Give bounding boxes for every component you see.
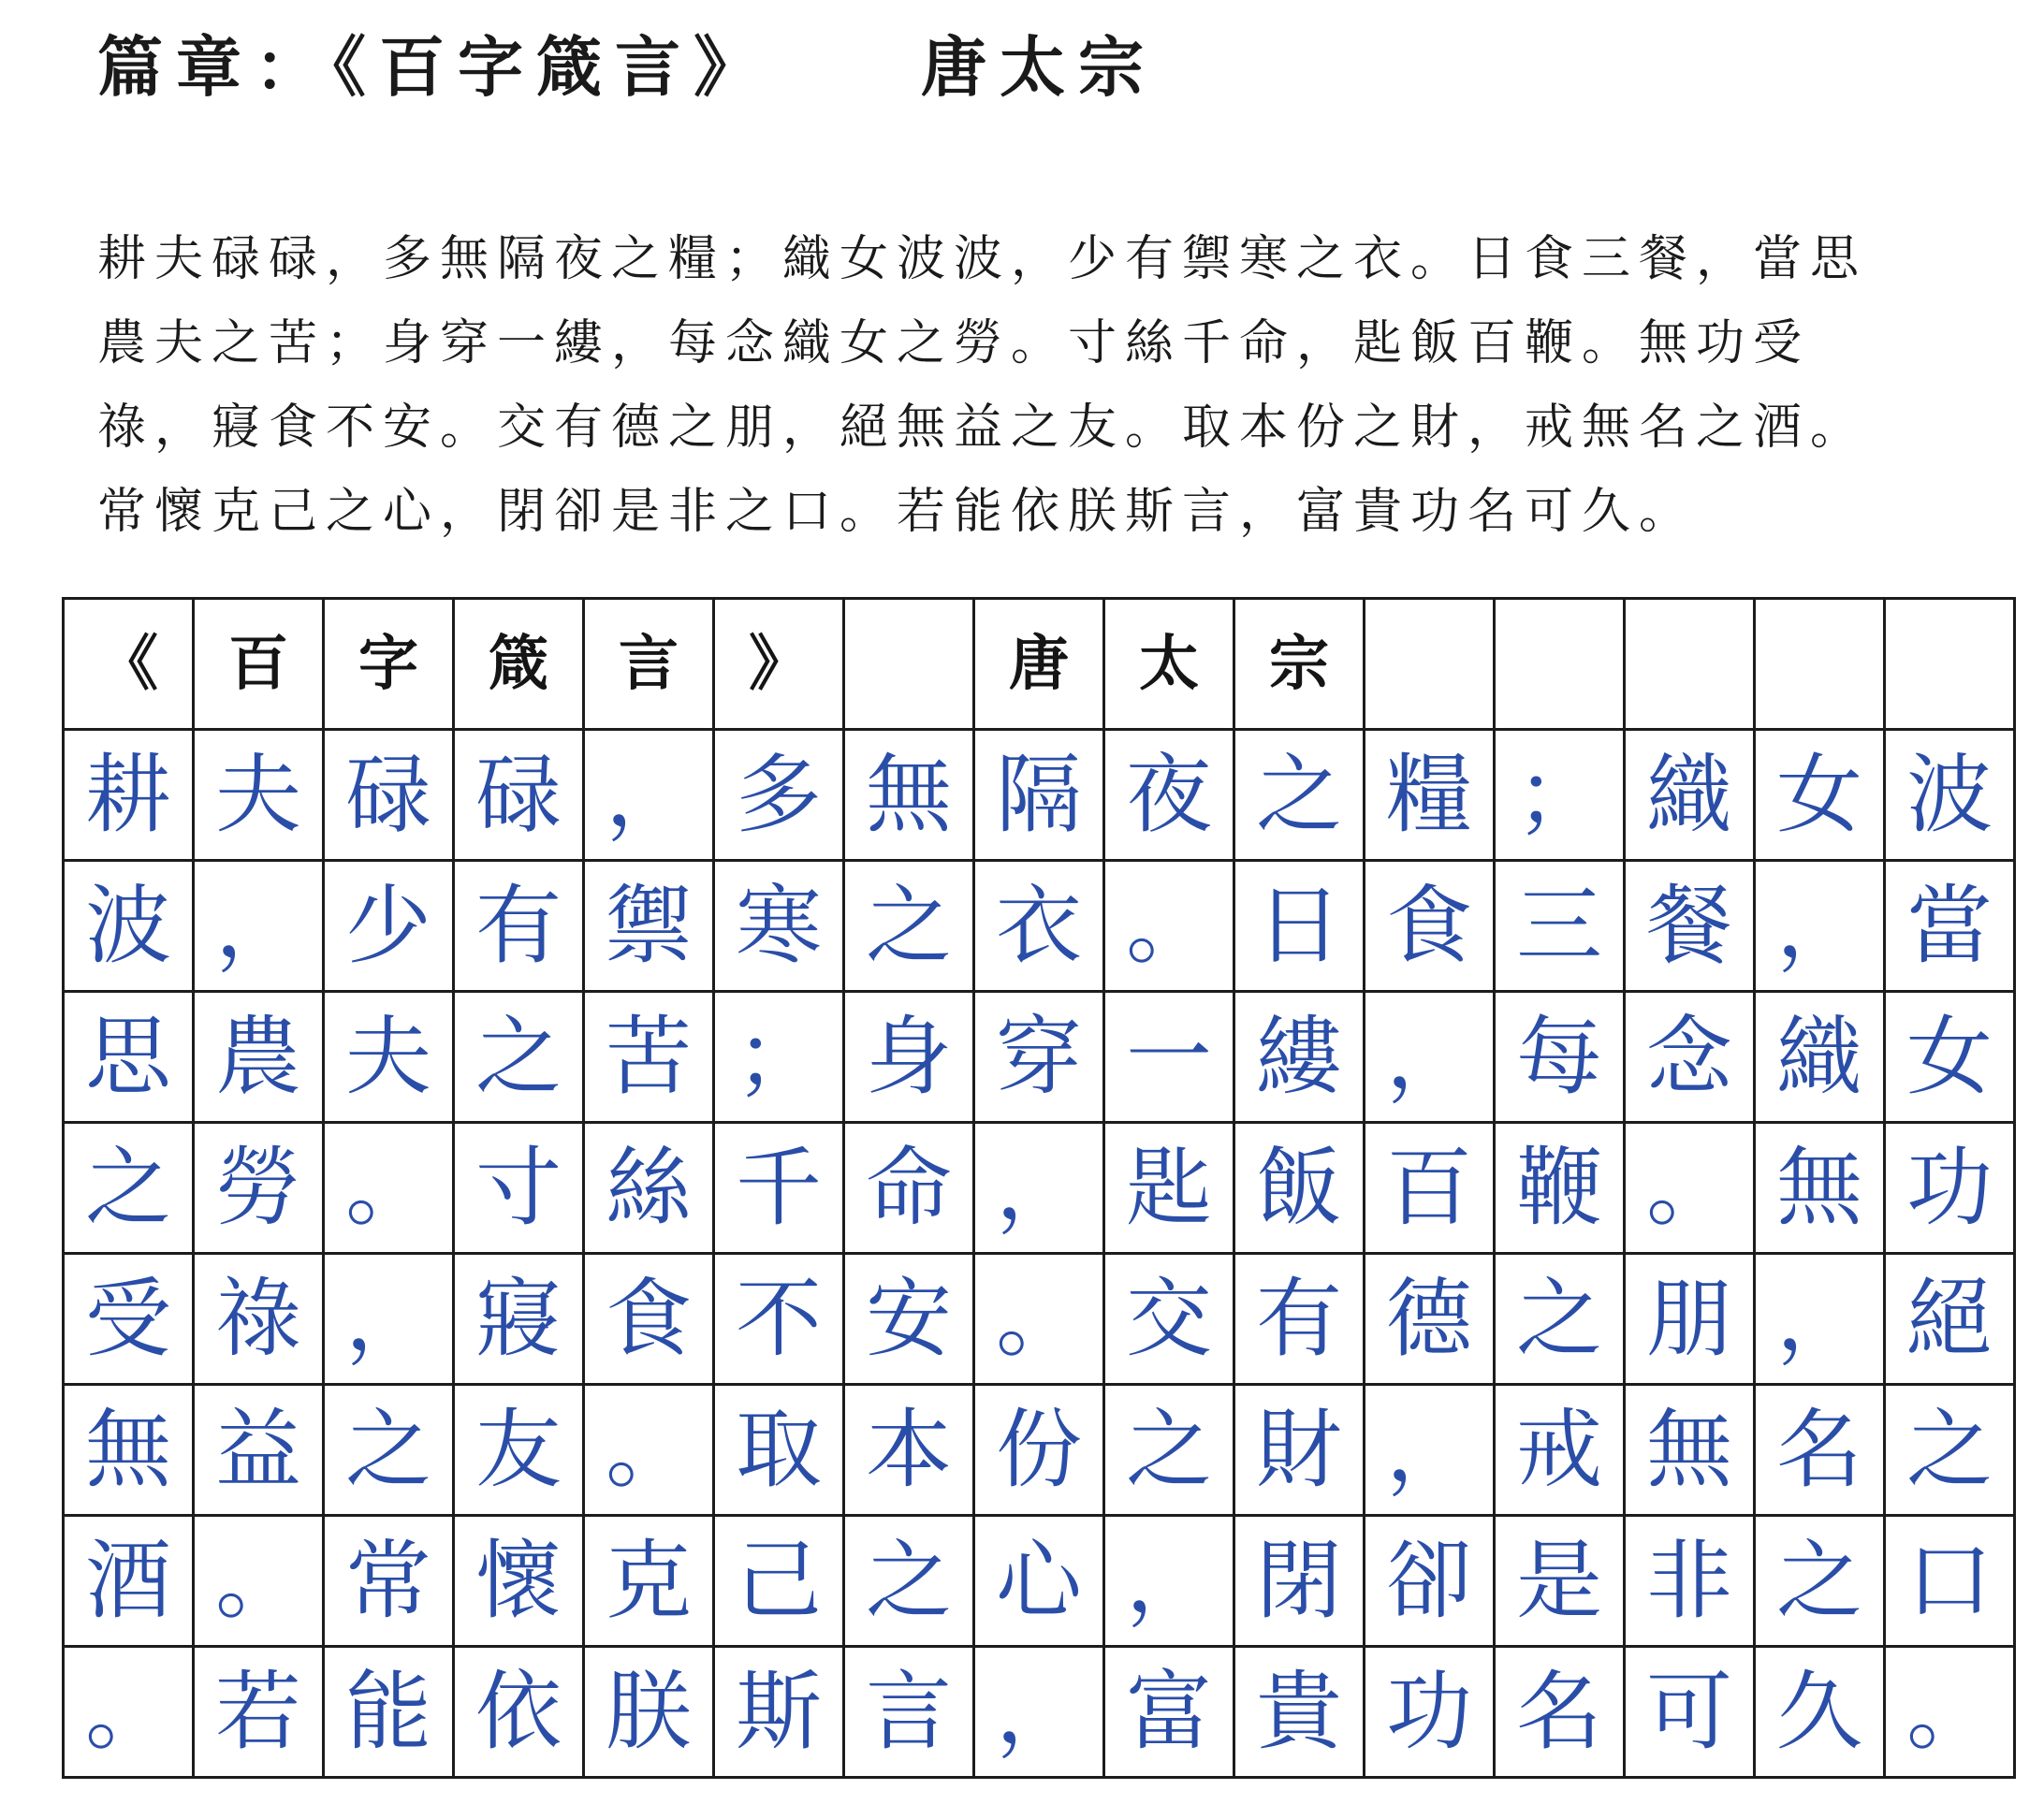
grid-row <box>64 1385 2015 1516</box>
grid-cell: 友 <box>454 1385 584 1516</box>
grid-header-cell <box>1755 599 1885 730</box>
grid-row <box>64 992 2015 1123</box>
grid-cell: 。 <box>1104 861 1234 992</box>
grid-cell: 織 <box>1625 730 1755 861</box>
grid-cell: ， <box>1365 1385 1495 1516</box>
grid-cell: 之 <box>64 1123 194 1254</box>
grid-cell: 。 <box>324 1123 454 1254</box>
grid-cell: 百 <box>1365 1123 1495 1254</box>
grid-cell: 懷 <box>454 1516 584 1647</box>
grid-cell: 之 <box>1885 1385 2015 1516</box>
grid-cell: 匙 <box>1104 1123 1234 1254</box>
grid-cell: 取 <box>714 1385 844 1516</box>
grid-cell: 之 <box>454 992 584 1123</box>
grid-cell: 名 <box>1495 1647 1625 1778</box>
grid-cell: 若 <box>194 1647 324 1778</box>
grid-cell: 受 <box>64 1254 194 1385</box>
grid-cell: 可 <box>1625 1647 1755 1778</box>
grid-cell: 波 <box>1885 730 2015 861</box>
grid-cell: 之 <box>324 1385 454 1516</box>
grid-cell: 功 <box>1365 1647 1495 1778</box>
grid-cell: 耕 <box>64 730 194 861</box>
grid-cell: 益 <box>194 1385 324 1516</box>
grid-cell: 命 <box>844 1123 974 1254</box>
grid-cell: 非 <box>1625 1516 1755 1647</box>
grid-cell: 勞 <box>194 1123 324 1254</box>
grid-cell: 思 <box>64 992 194 1123</box>
grid-cell: 之 <box>1104 1385 1234 1516</box>
grid-cell: 鞭 <box>1495 1123 1625 1254</box>
grid-cell: 本 <box>844 1385 974 1516</box>
grid-cell: 名 <box>1755 1385 1885 1516</box>
grid-cell: 。 <box>1625 1123 1755 1254</box>
copybook-grid <box>62 597 2016 1779</box>
grid-cell: 之 <box>1495 1254 1625 1385</box>
grid-cell: 有 <box>1234 1254 1365 1385</box>
grid-cell: 。 <box>584 1385 714 1516</box>
grid-header-cell <box>844 599 974 730</box>
grid-cell: 之 <box>844 1516 974 1647</box>
grid-cell: 。 <box>194 1516 324 1647</box>
grid-cell: 久 <box>1755 1647 1885 1778</box>
grid-cell: ， <box>584 730 714 861</box>
grid-cell: ， <box>974 1647 1104 1778</box>
passage-line: 農夫之苦；身穿一縷，每念織女之勞。寸絲千命，匙飯百鞭。無功受 <box>97 315 1811 371</box>
grid-header-cell: 字 <box>324 599 454 730</box>
grid-cell: 戒 <box>1495 1385 1625 1516</box>
grid-cell: 之 <box>1234 730 1365 861</box>
grid-cell: 德 <box>1365 1254 1495 1385</box>
grid-cell: 三 <box>1495 861 1625 992</box>
grid-header-row <box>64 599 2015 730</box>
grid-cell: 無 <box>844 730 974 861</box>
grid-cell: ； <box>714 992 844 1123</box>
grid-cell: ， <box>324 1254 454 1385</box>
author-name: 唐太宗 <box>921 29 1157 106</box>
grid-cell: 少 <box>324 861 454 992</box>
grid-cell: 寒 <box>714 861 844 992</box>
grid-cell: 農 <box>194 992 324 1123</box>
grid-cell: 口 <box>1885 1516 2015 1647</box>
grid-cell: 食 <box>1365 861 1495 992</box>
grid-cell: 夫 <box>324 992 454 1123</box>
grid-cell: 無 <box>1625 1385 1755 1516</box>
grid-cell: 朋 <box>1625 1254 1755 1385</box>
grid-cell: 言 <box>844 1647 974 1778</box>
grid-cell: 千 <box>714 1123 844 1254</box>
grid-cell: 富 <box>1104 1647 1234 1778</box>
grid-header-cell: 《 <box>64 599 194 730</box>
grid-cell: 隔 <box>974 730 1104 861</box>
grid-cell: 酒 <box>64 1516 194 1647</box>
grid-cell: ， <box>1365 992 1495 1123</box>
grid-cell: ， <box>1755 1254 1885 1385</box>
grid-cell: 多 <box>714 730 844 861</box>
grid-cell: 。 <box>64 1647 194 1778</box>
passage-line: 耕夫碌碌，多無隔夜之糧；織女波波，少有禦寒之衣。日食三餐，當思 <box>97 231 1868 287</box>
grid-row <box>64 1254 2015 1385</box>
grid-header-cell: 唐 <box>974 599 1104 730</box>
grid-row <box>64 1516 2015 1647</box>
grid-cell: 常 <box>324 1516 454 1647</box>
passage-text <box>97 217 1988 554</box>
grid-cell: 之 <box>844 861 974 992</box>
grid-header-cell: 百 <box>194 599 324 730</box>
grid-header-cell: 宗 <box>1234 599 1365 730</box>
grid-cell: 己 <box>714 1516 844 1647</box>
grid-header-cell <box>1885 599 2015 730</box>
chapter-title: 篇章：《百字箴言》 <box>97 29 772 106</box>
grid-cell: ； <box>1495 730 1625 861</box>
grid-cell: 餐 <box>1625 861 1755 992</box>
grid-header-cell: 言 <box>584 599 714 730</box>
grid-cell: 寸 <box>454 1123 584 1254</box>
grid-cell: 能 <box>324 1647 454 1778</box>
grid-cell: 苦 <box>584 992 714 1123</box>
grid-cell: 之 <box>1755 1516 1885 1647</box>
grid-cell: 份 <box>974 1385 1104 1516</box>
grid-cell: ， <box>1755 861 1885 992</box>
grid-cell: 卻 <box>1365 1516 1495 1647</box>
grid-cell: ， <box>1104 1516 1234 1647</box>
grid-cell: 織 <box>1755 992 1885 1123</box>
grid-cell: 絕 <box>1885 1254 2015 1385</box>
grid-header-cell: 》 <box>714 599 844 730</box>
grid-row <box>64 730 2015 861</box>
grid-cell: 。 <box>1885 1647 2015 1778</box>
grid-cell: 碌 <box>324 730 454 861</box>
grid-cell: ， <box>974 1123 1104 1254</box>
grid-header-cell <box>1365 599 1495 730</box>
grid-cell: 無 <box>64 1385 194 1516</box>
grid-cell: 一 <box>1104 992 1234 1123</box>
grid-cell: 每 <box>1495 992 1625 1123</box>
grid-cell: 飯 <box>1234 1123 1365 1254</box>
grid-cell: 碌 <box>454 730 584 861</box>
grid-cell: 閉 <box>1234 1516 1365 1647</box>
passage-line: 祿，寢食不安。交有德之朋，絕無益之友。取本份之財，戒無名之酒。 <box>97 400 1868 456</box>
grid-row <box>64 1123 2015 1254</box>
grid-cell: 貴 <box>1234 1647 1365 1778</box>
grid-cell: 是 <box>1495 1516 1625 1647</box>
grid-cell: 心 <box>974 1516 1104 1647</box>
grid-row <box>64 861 2015 992</box>
grid-cell: 夜 <box>1104 730 1234 861</box>
grid-cell: 身 <box>844 992 974 1123</box>
grid-cell: 念 <box>1625 992 1755 1123</box>
grid-cell: 寢 <box>454 1254 584 1385</box>
grid-cell: 克 <box>584 1516 714 1647</box>
grid-cell: 安 <box>844 1254 974 1385</box>
grid-cell: 祿 <box>194 1254 324 1385</box>
grid-cell: 斯 <box>714 1647 844 1778</box>
grid-cell: 禦 <box>584 861 714 992</box>
grid-header-cell <box>1625 599 1755 730</box>
grid-cell: 穿 <box>974 992 1104 1123</box>
grid-header-cell <box>1495 599 1625 730</box>
grid-cell: 交 <box>1104 1254 1234 1385</box>
grid-cell: 女 <box>1755 730 1885 861</box>
grid-cell: 不 <box>714 1254 844 1385</box>
grid-cell: 朕 <box>584 1647 714 1778</box>
grid-cell: 當 <box>1885 861 2015 992</box>
grid-cell: 夫 <box>194 730 324 861</box>
grid-cell: 財 <box>1234 1385 1365 1516</box>
grid-cell: 無 <box>1755 1123 1885 1254</box>
passage-line: 常懷克己之心，閉卻是非之口。若能依朕斯言，富貴功名可久。 <box>97 484 1697 540</box>
grid-cell: 縷 <box>1234 992 1365 1123</box>
grid-cell: 日 <box>1234 861 1365 992</box>
grid-header-cell: 箴 <box>454 599 584 730</box>
grid-cell: 。 <box>974 1254 1104 1385</box>
grid-cell: 依 <box>454 1647 584 1778</box>
grid-cell: 食 <box>584 1254 714 1385</box>
grid-cell: 功 <box>1885 1123 2015 1254</box>
grid-cell: 絲 <box>584 1123 714 1254</box>
grid-cell: 糧 <box>1365 730 1495 861</box>
grid-cell: 波 <box>64 861 194 992</box>
grid-row <box>64 1647 2015 1778</box>
grid-header-cell: 太 <box>1104 599 1234 730</box>
grid-cell: 女 <box>1885 992 2015 1123</box>
grid-cell: 衣 <box>974 861 1104 992</box>
grid-cell: 有 <box>454 861 584 992</box>
grid-cell: ， <box>194 861 324 992</box>
